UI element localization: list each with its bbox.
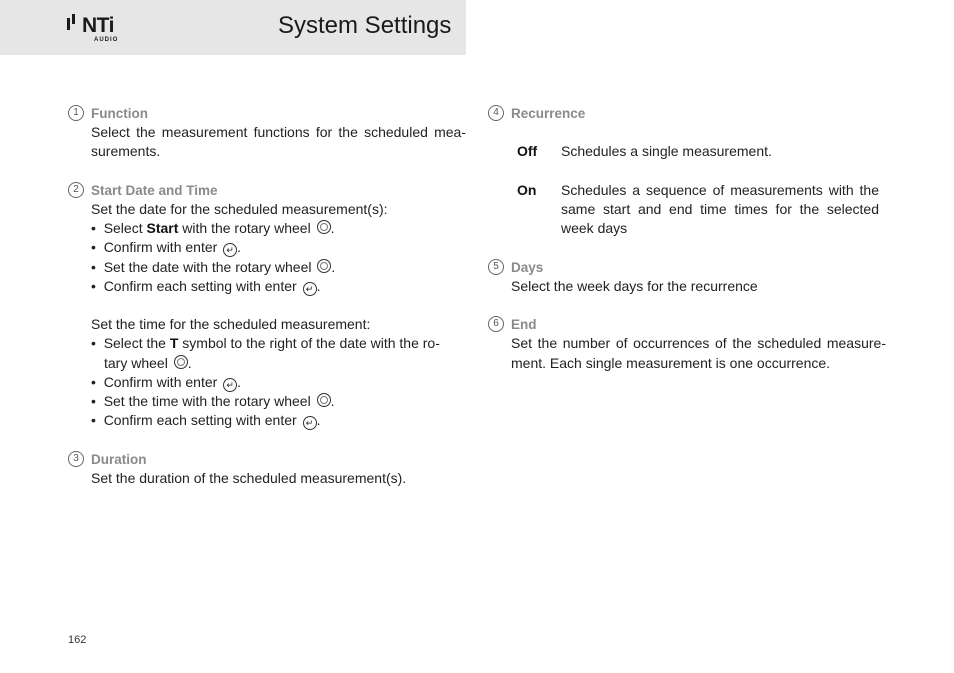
bullet-bold: T	[169, 335, 179, 351]
period: .	[237, 374, 242, 390]
bullet-item: • Set the time with the rotary wheel .	[91, 393, 335, 409]
section-heading-days: Days	[511, 260, 544, 275]
section-number: 4	[488, 105, 504, 121]
option-desc-on: same start and end time times for the selected	[561, 201, 879, 217]
enter-icon: ↵	[223, 378, 237, 392]
section-heading-duration: Duration	[91, 452, 147, 467]
bullet-item: • Confirm with enter ↵ .	[91, 239, 242, 255]
text-line: Set the date for the scheduled measurement(s):	[91, 201, 388, 217]
rotary-wheel-icon	[317, 393, 331, 407]
bullet-text: Select	[103, 220, 147, 236]
period: .	[237, 239, 242, 255]
section-heading-end: End	[511, 317, 537, 332]
bullet-text: Set the date with the rotary wheel	[103, 259, 312, 275]
bullet-text: Select the	[103, 335, 170, 351]
logo-subtext: AUDIO	[94, 37, 119, 43]
bullet-text: with the rotary wheel	[178, 220, 311, 236]
section-heading-function: Function	[91, 106, 148, 121]
text-line: surements.	[91, 143, 161, 159]
bullet-item: • Confirm with enter ↵ .	[91, 374, 242, 390]
period: .	[331, 259, 336, 275]
period: .	[187, 355, 192, 371]
option-term-on: On	[517, 182, 537, 198]
bullet-item: • Select Start with the rotary wheel .	[91, 220, 335, 236]
bullet-text: Confirm each setting with enter	[103, 278, 297, 294]
text-line: Select the measurement functions for the scheduled mea-	[91, 124, 466, 140]
bullet-text: Confirm with enter	[103, 239, 218, 255]
option-desc-on: Schedules a sequence of measurements with the	[561, 182, 879, 198]
bullet-text: Confirm with enter	[103, 374, 218, 390]
rotary-wheel-icon	[174, 355, 188, 369]
page-number: 162	[68, 634, 87, 646]
bullet-text: tary wheel	[104, 355, 168, 371]
bullet-text: Set the time with the rotary wheel	[103, 393, 311, 409]
enter-icon: ↵	[223, 243, 237, 257]
bullet-text: Confirm each setting with enter	[103, 412, 297, 428]
option-term-off: Off	[517, 143, 538, 159]
enter-icon: ↵	[303, 416, 317, 430]
bullet-item: • Confirm each setting with enter ↵ .	[91, 412, 321, 428]
period: .	[316, 278, 321, 294]
text-line: Set the duration of the scheduled measurement(s).	[91, 470, 407, 486]
text-line: Set the number of occurrences of the scheduled measure-	[511, 335, 886, 351]
section-heading-recurrence: Recurrence	[511, 106, 586, 121]
section-number: 5	[488, 259, 504, 275]
section-number: 2	[68, 182, 84, 198]
bullet-bold: Start	[146, 220, 179, 236]
section-number: 6	[488, 316, 504, 332]
rotary-wheel-icon	[317, 259, 331, 273]
section-heading-start-date-time: Start Date and Time	[91, 183, 218, 198]
bullet-item: • Select the T symbol to the right of the date with the ro-	[91, 335, 440, 351]
text-line: Set the time for the scheduled measurement:	[91, 316, 371, 332]
rotary-wheel-icon	[317, 220, 331, 234]
nti-audio-logo	[67, 15, 129, 45]
text-line: Select the week days for the recurrence	[511, 278, 758, 294]
section-number: 1	[68, 105, 84, 121]
bullet-continuation	[104, 354, 192, 373]
bullet-item: • Confirm each setting with enter ↵ .	[91, 278, 321, 294]
section-number: 3	[68, 451, 84, 467]
option-desc-off: Schedules a single measurement.	[561, 143, 772, 159]
page-title: System Settings	[278, 12, 452, 39]
period: .	[330, 393, 335, 409]
enter-icon: ↵	[303, 282, 317, 296]
text-line: ment. Each single measurement is one occurrence.	[511, 355, 831, 371]
option-desc-on: week days	[561, 220, 628, 236]
period: .	[316, 412, 321, 428]
bullet-item: • Set the date with the rotary wheel .	[91, 259, 336, 275]
bullet-text: symbol to the right of the date with the ro-	[178, 335, 440, 351]
header-bar	[0, 0, 466, 55]
period: .	[330, 220, 335, 236]
logo-text: NTi	[82, 14, 114, 37]
